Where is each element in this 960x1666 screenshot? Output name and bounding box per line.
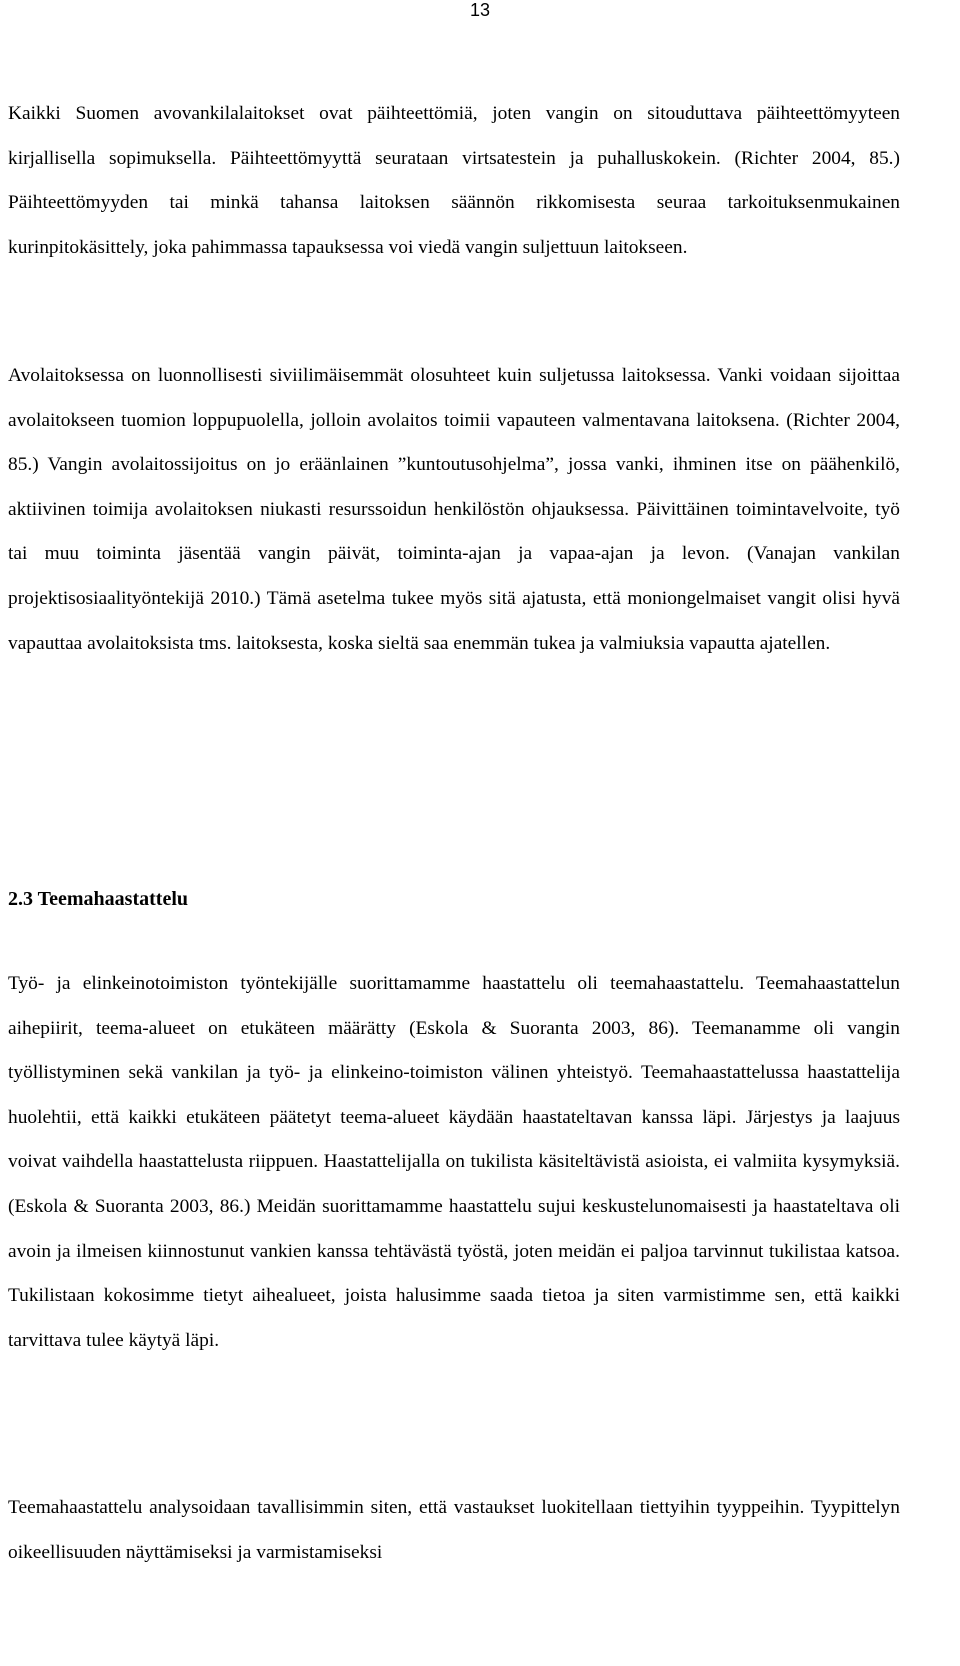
- paragraph-theme-interview: Työ- ja elinkeinotoimiston työntekijälle suorittamamme haastattelu oli teemahaastattelu. Teemahaastattelun aihepiirit, teema-alueet on etukäteen määrätty (Eskola & Suoranta 2003, 86). Teemanamme oli vangin työllistyminen sekä vankilan ja työ- ja elinkeino-toimiston välinen yhteistyö. Teemahaastattelussa haastattelija huolehtii, että kaikki etukäteen päätetyt teema-alueet käydään haastateltavan kanssa läpi. Järjestys ja laajuus voivat vaihdella haastattelusta riippuen. Haastattelijalla on tukilista käsiteltävistä asioista, ei valmiita kysymyksiä. (Eskola & Suoranta 2003, 86.) Meidän suorittamamme haastattelu sujui keskustelunomaisesti ja haastateltava oli avoin ja ilmeisen kiinnostunut vankien kanssa tehtävästä työstä, joten meidän ei paljoa tarvinnut tukilistaa katsoa. Tukilistaan kokosimme tietyt aihealueet, joista halusimme saada tietoa ja siten varmistimme sen, että kaikki tarvittava tulee käytyä läpi.: [8, 973, 900, 1351]
- paragraph-open-prisons-substance-free: Kaikki Suomen avovankilalaitokset ovat päihteettömiä, joten vangin on sitouduttava päihteettömyyteen kirjallisella sopimuksella. Päihteettömyyttä seurataan virtsatestein ja puhalluskokein. (Richter 2004, 85.) Päihteettömyyden tai minkä tahansa laitoksen säännön rikkomisesta seuraa tarkoituksenmukainen kurinpitokäsittely, joka pahimmassa tapauksessa voi viedä vangin suljettuun laitokseen.: [8, 103, 900, 258]
- page-number: 13: [469, 0, 491, 20]
- paragraph-open-institution-conditions: Avolaitoksessa on luonnollisesti siviilimäisemmät olosuhteet kuin suljetussa laitoksessa. Vanki voidaan sijoittaa avolaitokseen tuomion loppupuolella, jolloin avolaitos toimii vapauteen valmentavana laitoksena. (Richter 2004, 85.) Vangin avolaitossijoitus on jo eräänlainen ”kuntoutusohjelma”, jossa vanki, ihminen itse on päähenkilö, aktiivinen toimija avolaitoksen niukasti resurssoidun henkilöstön ohjauksessa. Päivittäinen toimintavelvoite, työ tai muu toiminta jäsentää vangin päivät, toiminta-ajan ja vapaa-ajan ja levon. (Vanajan vankilan projektisosiaalityöntekijä 2010.) Tämä asetelma tukee myös sitä ajatusta, että moniongelmaiset vangit olisi hyvä vapauttaa avolaitoksista tms. laitoksesta, koska sieltä saa enemmän tukea ja valmiuksia vapautta ajatellen.: [8, 365, 900, 654]
- paragraph-interview-analysis: Teemahaastattelu analysoidaan tavallisimmin siten, että vastaukset luokitellaan tiettyihin tyyppeihin. Tyypittelyn oikeellisuuden näyttämiseksi ja varmistamiseksi: [8, 1497, 900, 1563]
- section-heading: 2.3 Teemahaastattelu: [8, 888, 188, 910]
